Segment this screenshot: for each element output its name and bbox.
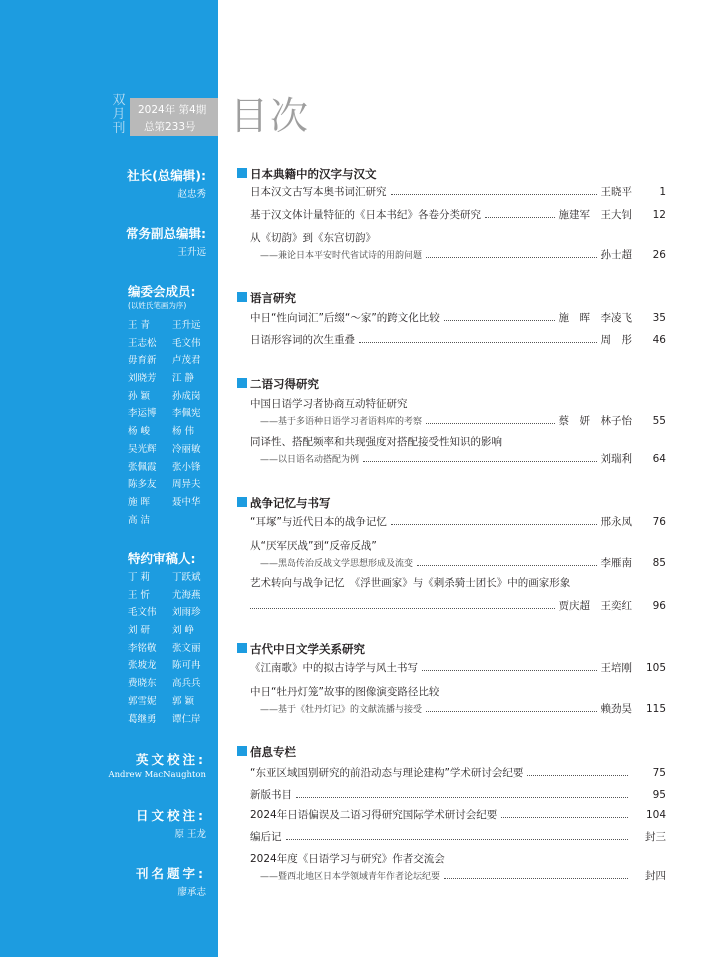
credit-role: 社长(总编辑): bbox=[127, 168, 206, 183]
person-name: 孙成岗 bbox=[172, 390, 201, 402]
toc-entry-title: 新版书目 bbox=[250, 789, 292, 801]
toc-entry-title: 艺术转向与战争记忆 《浮世画家》与《刺杀骑士团长》中的画家形象 bbox=[250, 577, 571, 589]
name-row bbox=[128, 675, 216, 693]
toc-entry[interactable] bbox=[250, 538, 666, 570]
toc-entry-title: 中国日语学习者协商互动特征研究 bbox=[250, 398, 408, 410]
person-name: 陈多友 bbox=[128, 479, 157, 491]
toc-entry-subtitle: ——兼论日本平安时代省试诗的用韵问题 bbox=[260, 251, 423, 261]
person-name: 卢茂君 bbox=[172, 355, 201, 367]
issue-number: 2024年 第4期 bbox=[138, 104, 207, 116]
name-row bbox=[128, 693, 216, 711]
reviewers-title: 特约审稿人: bbox=[128, 551, 196, 566]
credit-role: 刊名题字: bbox=[136, 866, 206, 881]
section-heading-text: 二语习得研究 bbox=[250, 377, 319, 391]
name-row bbox=[128, 512, 216, 530]
credit-name: 廖承志 bbox=[177, 887, 206, 898]
toc-entry-row bbox=[250, 310, 666, 325]
toc-entry-page: 封三 bbox=[645, 831, 666, 843]
toc-entry-title: 从《切韵》到《东宫切韵》 bbox=[250, 232, 376, 244]
person-name: 谭仁岸 bbox=[172, 713, 201, 725]
board-names bbox=[128, 317, 216, 529]
toc-entry-title: 《江南歌》中的拟古诗学与风土书写 bbox=[250, 662, 418, 674]
toc-entry-author: 蔡 妍 林子怡 bbox=[558, 415, 632, 427]
toc-entry-row bbox=[250, 451, 666, 466]
person-name: 李铭敬 bbox=[128, 642, 157, 654]
toc-entry-row bbox=[250, 247, 666, 262]
toc-entry-page: 104 bbox=[645, 809, 666, 821]
person-name: 周异夫 bbox=[172, 479, 201, 491]
person-name: 江 静 bbox=[172, 373, 195, 385]
toc-entry-subtitle: ——以日语名动搭配为例 bbox=[260, 455, 360, 465]
person-name: 尤海燕 bbox=[172, 589, 201, 601]
toc-entry-row bbox=[250, 765, 666, 780]
toc-entry-author: 王培刚 bbox=[600, 662, 632, 674]
toc-entry-subtitle: ——黑岛传治反战文学思想形成及流变 bbox=[260, 559, 414, 569]
leader-dots bbox=[501, 809, 628, 818]
toc-entry-author: 施建军 王大钊 bbox=[558, 209, 632, 221]
toc-entry[interactable] bbox=[250, 514, 666, 529]
toc-entry-title: 中日“性向词汇”后缀“～家”的跨文化比较 bbox=[250, 312, 440, 324]
toc-entry[interactable] bbox=[250, 765, 666, 780]
person-name: 刘雨珍 bbox=[172, 607, 201, 619]
person-name: 毛文伟 bbox=[172, 337, 201, 349]
toc-entry[interactable] bbox=[250, 660, 666, 675]
name-row bbox=[128, 657, 216, 675]
toc-entry-page: 封四 bbox=[645, 870, 666, 882]
toc-entry-title: 中日“牡丹灯笼”故事的图像演变路径比较 bbox=[250, 686, 440, 698]
credit-deputy bbox=[126, 224, 206, 258]
name-row bbox=[128, 459, 216, 477]
name-row bbox=[128, 335, 216, 353]
leader-dots bbox=[426, 703, 596, 712]
toc-entry-author: 邢永凤 bbox=[600, 516, 632, 528]
leader-dots bbox=[527, 767, 628, 776]
person-name: 王 青 bbox=[128, 320, 151, 331]
person-name: 杨 峻 bbox=[128, 426, 151, 438]
name-row bbox=[128, 405, 216, 423]
person-name: 杨 伟 bbox=[172, 426, 195, 438]
person-name: 聂中华 bbox=[172, 496, 201, 508]
credit-english-proof bbox=[108, 750, 206, 780]
leader-dots bbox=[485, 209, 555, 218]
toc-entry[interactable] bbox=[250, 434, 666, 466]
person-name: 高兵兵 bbox=[172, 678, 201, 690]
leader-dots bbox=[444, 870, 628, 879]
person-name: 王升远 bbox=[172, 320, 201, 331]
toc-entry-row bbox=[250, 514, 666, 529]
toc-entry[interactable] bbox=[250, 807, 666, 822]
toc-entry-page: 46 bbox=[652, 334, 666, 346]
person-name: 张佩霞 bbox=[128, 461, 157, 473]
leader-dots bbox=[363, 453, 596, 462]
board-note: (以姓氏笔画为序) bbox=[128, 301, 187, 310]
toc-entry-title: 2024年日语偏误及二语习得研究国际学术研讨会纪要 bbox=[250, 809, 498, 821]
toc-entry[interactable] bbox=[250, 787, 666, 802]
person-name: 刘 峥 bbox=[172, 625, 195, 637]
toc-entry[interactable] bbox=[250, 829, 666, 844]
toc-entry-page: 64 bbox=[652, 453, 666, 465]
toc-entry-row bbox=[250, 807, 666, 822]
toc-entry-row bbox=[250, 660, 666, 675]
toc-entry-title: 基于汉文体计量特征的《日本书纪》各卷分类研究 bbox=[250, 209, 481, 221]
page-title: 目次 bbox=[230, 94, 311, 138]
leader-dots bbox=[444, 312, 555, 321]
toc-entry[interactable] bbox=[250, 684, 666, 716]
leader-dots bbox=[391, 186, 597, 195]
person-name: 丁 莉 bbox=[128, 572, 151, 583]
toc-entry-row bbox=[250, 332, 666, 347]
person-name: 孙 颖 bbox=[128, 390, 151, 402]
toc-entry-page: 12 bbox=[652, 209, 666, 221]
leader-dots bbox=[359, 334, 597, 343]
person-name: 刘 研 bbox=[128, 625, 151, 637]
person-name: 刘晓芳 bbox=[128, 373, 157, 385]
issue-box bbox=[130, 98, 218, 136]
person-name: 葛继勇 bbox=[128, 713, 157, 725]
person-name: 冷丽敏 bbox=[172, 443, 201, 455]
toc-entry-page: 35 bbox=[652, 312, 666, 324]
toc-entry[interactable] bbox=[250, 230, 666, 262]
toc-entry-page: 1 bbox=[659, 186, 666, 198]
section-heading-text: 战争记忆与书写 bbox=[250, 496, 331, 510]
person-name: 毋育新 bbox=[128, 355, 157, 367]
toc-entry-title: 日语形容词的次生重叠 bbox=[250, 334, 355, 346]
name-row bbox=[128, 569, 216, 587]
leader-dots bbox=[426, 249, 596, 258]
toc-entry-subtitle: ——基于多语种日语学习者语料库的考察 bbox=[260, 417, 423, 427]
toc-entry-row bbox=[250, 829, 666, 844]
toc-entry-title: “耳塚”与近代日本的战争记忆 bbox=[250, 516, 387, 528]
section-heading-text: 日本典籍中的汉字与汉文 bbox=[250, 167, 377, 181]
name-row bbox=[128, 604, 216, 622]
toc-entry-page: 85 bbox=[652, 557, 666, 569]
person-name: 郭雪妮 bbox=[128, 695, 157, 707]
person-name: 张坡龙 bbox=[128, 660, 157, 672]
credit-role: 英文校注: bbox=[136, 752, 206, 767]
square-bullet-icon bbox=[237, 746, 247, 756]
name-row bbox=[128, 441, 216, 459]
toc-entry-page: 75 bbox=[652, 767, 666, 779]
person-name: 李佩宪 bbox=[172, 408, 201, 420]
toc-entry-page: 115 bbox=[645, 703, 666, 715]
toc-entry-page: 26 bbox=[652, 249, 666, 261]
person-name: 高 洁 bbox=[128, 514, 151, 526]
toc-entry-title: 从“厌军厌战”到“反帝反战” bbox=[250, 540, 377, 552]
toc-entry-author: 周 彤 bbox=[600, 334, 632, 346]
section-heading-text: 古代中日文学关系研究 bbox=[250, 642, 365, 656]
toc-entry-page: 55 bbox=[652, 415, 666, 427]
toc-entry-row bbox=[250, 184, 666, 199]
toc-entry-subtitle: ——基于《牡丹灯记》的文献流播与接受 bbox=[260, 705, 423, 715]
credit-president bbox=[127, 166, 206, 200]
toc-entry-row bbox=[250, 701, 666, 716]
name-row bbox=[128, 622, 216, 640]
name-row bbox=[128, 587, 216, 605]
section-heading-text: 信息专栏 bbox=[250, 745, 296, 759]
issue-total: 总第233号 bbox=[144, 121, 196, 133]
toc-entry-title: 同译性、搭配频率和共现强度对搭配接受性知识的影响 bbox=[250, 436, 502, 448]
toc-entry-author: 刘瑞利 bbox=[600, 453, 632, 465]
name-row bbox=[128, 476, 216, 494]
credit-name: 王升远 bbox=[177, 247, 206, 258]
reviewer-names bbox=[128, 569, 216, 728]
person-name: 王 忻 bbox=[128, 589, 151, 601]
toc-entry[interactable] bbox=[250, 851, 666, 883]
leader-dots bbox=[296, 789, 628, 798]
credit-name: 原 王龙 bbox=[174, 829, 206, 840]
credit-japanese-proof bbox=[136, 806, 206, 840]
square-bullet-icon bbox=[237, 497, 247, 507]
toc-entry-page: 105 bbox=[645, 662, 666, 674]
leader-dots bbox=[417, 557, 596, 566]
frequency-label: 双月刊 bbox=[112, 93, 126, 136]
toc-entry-row bbox=[250, 598, 666, 613]
name-row bbox=[128, 494, 216, 512]
square-bullet-icon bbox=[237, 168, 247, 178]
person-name: 张文丽 bbox=[172, 642, 201, 654]
toc-entry-author: 李雁南 bbox=[600, 557, 632, 569]
toc-entry-title: 日本汉文古写本奥书词汇研究 bbox=[250, 186, 387, 198]
person-name: 施 晖 bbox=[128, 496, 151, 508]
person-name: 陈可冉 bbox=[172, 660, 201, 672]
credit-calligraphy bbox=[136, 864, 206, 898]
leader-dots bbox=[391, 516, 597, 525]
toc-entry-page: 95 bbox=[652, 789, 666, 801]
toc-entry-author: 贾庆超 王奕红 bbox=[558, 600, 632, 612]
name-row bbox=[128, 317, 216, 335]
square-bullet-icon bbox=[237, 378, 247, 388]
credit-name: 赵忠秀 bbox=[177, 189, 206, 200]
toc-entry-row bbox=[250, 787, 666, 802]
toc-entry[interactable] bbox=[250, 396, 666, 428]
credit-role: 常务副总编辑: bbox=[126, 226, 206, 241]
toc-entry[interactable] bbox=[250, 575, 666, 613]
toc-entry-row bbox=[250, 868, 666, 883]
leader-dots bbox=[422, 662, 597, 671]
toc-entry-row bbox=[250, 413, 666, 428]
name-row bbox=[128, 640, 216, 658]
toc-entry-page: 76 bbox=[652, 516, 666, 528]
leader-dots bbox=[250, 600, 555, 609]
toc-entry-page: 96 bbox=[652, 600, 666, 612]
credit-name: Andrew MacNaughton bbox=[108, 770, 206, 780]
toc-entry-title: “东亚区域国别研究的前沿动态与理论建构”学术研讨会纪要 bbox=[250, 767, 524, 779]
board-title: 编委会成员: bbox=[128, 284, 196, 299]
person-name: 郭 颖 bbox=[172, 695, 195, 707]
name-row bbox=[128, 388, 216, 406]
name-row bbox=[128, 423, 216, 441]
toc-entry-author: 孙士超 bbox=[600, 249, 632, 261]
credit-role: 日文校注: bbox=[136, 808, 206, 823]
toc-entry-author: 施 晖 李凌飞 bbox=[558, 312, 632, 324]
section-heading-text: 语言研究 bbox=[250, 291, 296, 305]
person-name: 毛文伟 bbox=[128, 607, 157, 619]
person-name: 费晓东 bbox=[128, 678, 157, 690]
toc-entry-title: 编后记 bbox=[250, 831, 282, 843]
toc-entry[interactable] bbox=[250, 332, 666, 347]
toc-entry-subtitle: ——暨西北地区日本学领域青年作者论坛纪要 bbox=[260, 872, 441, 882]
toc-entry-title: 2024年度《日语学习与研究》作者交流会 bbox=[250, 853, 445, 865]
toc-entry[interactable] bbox=[250, 184, 666, 199]
name-row bbox=[128, 370, 216, 388]
person-name: 王志松 bbox=[128, 337, 157, 349]
toc-entry[interactable] bbox=[250, 310, 666, 325]
person-name: 吴光辉 bbox=[128, 443, 157, 455]
toc-entry-row bbox=[250, 555, 666, 570]
toc-entry[interactable] bbox=[250, 207, 666, 222]
person-name: 丁跃斌 bbox=[172, 572, 201, 583]
person-name: 李运博 bbox=[128, 408, 157, 420]
name-row bbox=[128, 352, 216, 370]
toc-entry-author: 王晓平 bbox=[600, 186, 632, 198]
name-row bbox=[128, 711, 216, 729]
person-name: 张小锋 bbox=[172, 461, 201, 473]
toc-entry-author: 赖劲昊 bbox=[600, 703, 632, 715]
square-bullet-icon bbox=[237, 292, 247, 302]
leader-dots bbox=[426, 415, 554, 424]
toc-entry-row bbox=[250, 207, 666, 222]
square-bullet-icon bbox=[237, 643, 247, 653]
leader-dots bbox=[286, 831, 629, 840]
